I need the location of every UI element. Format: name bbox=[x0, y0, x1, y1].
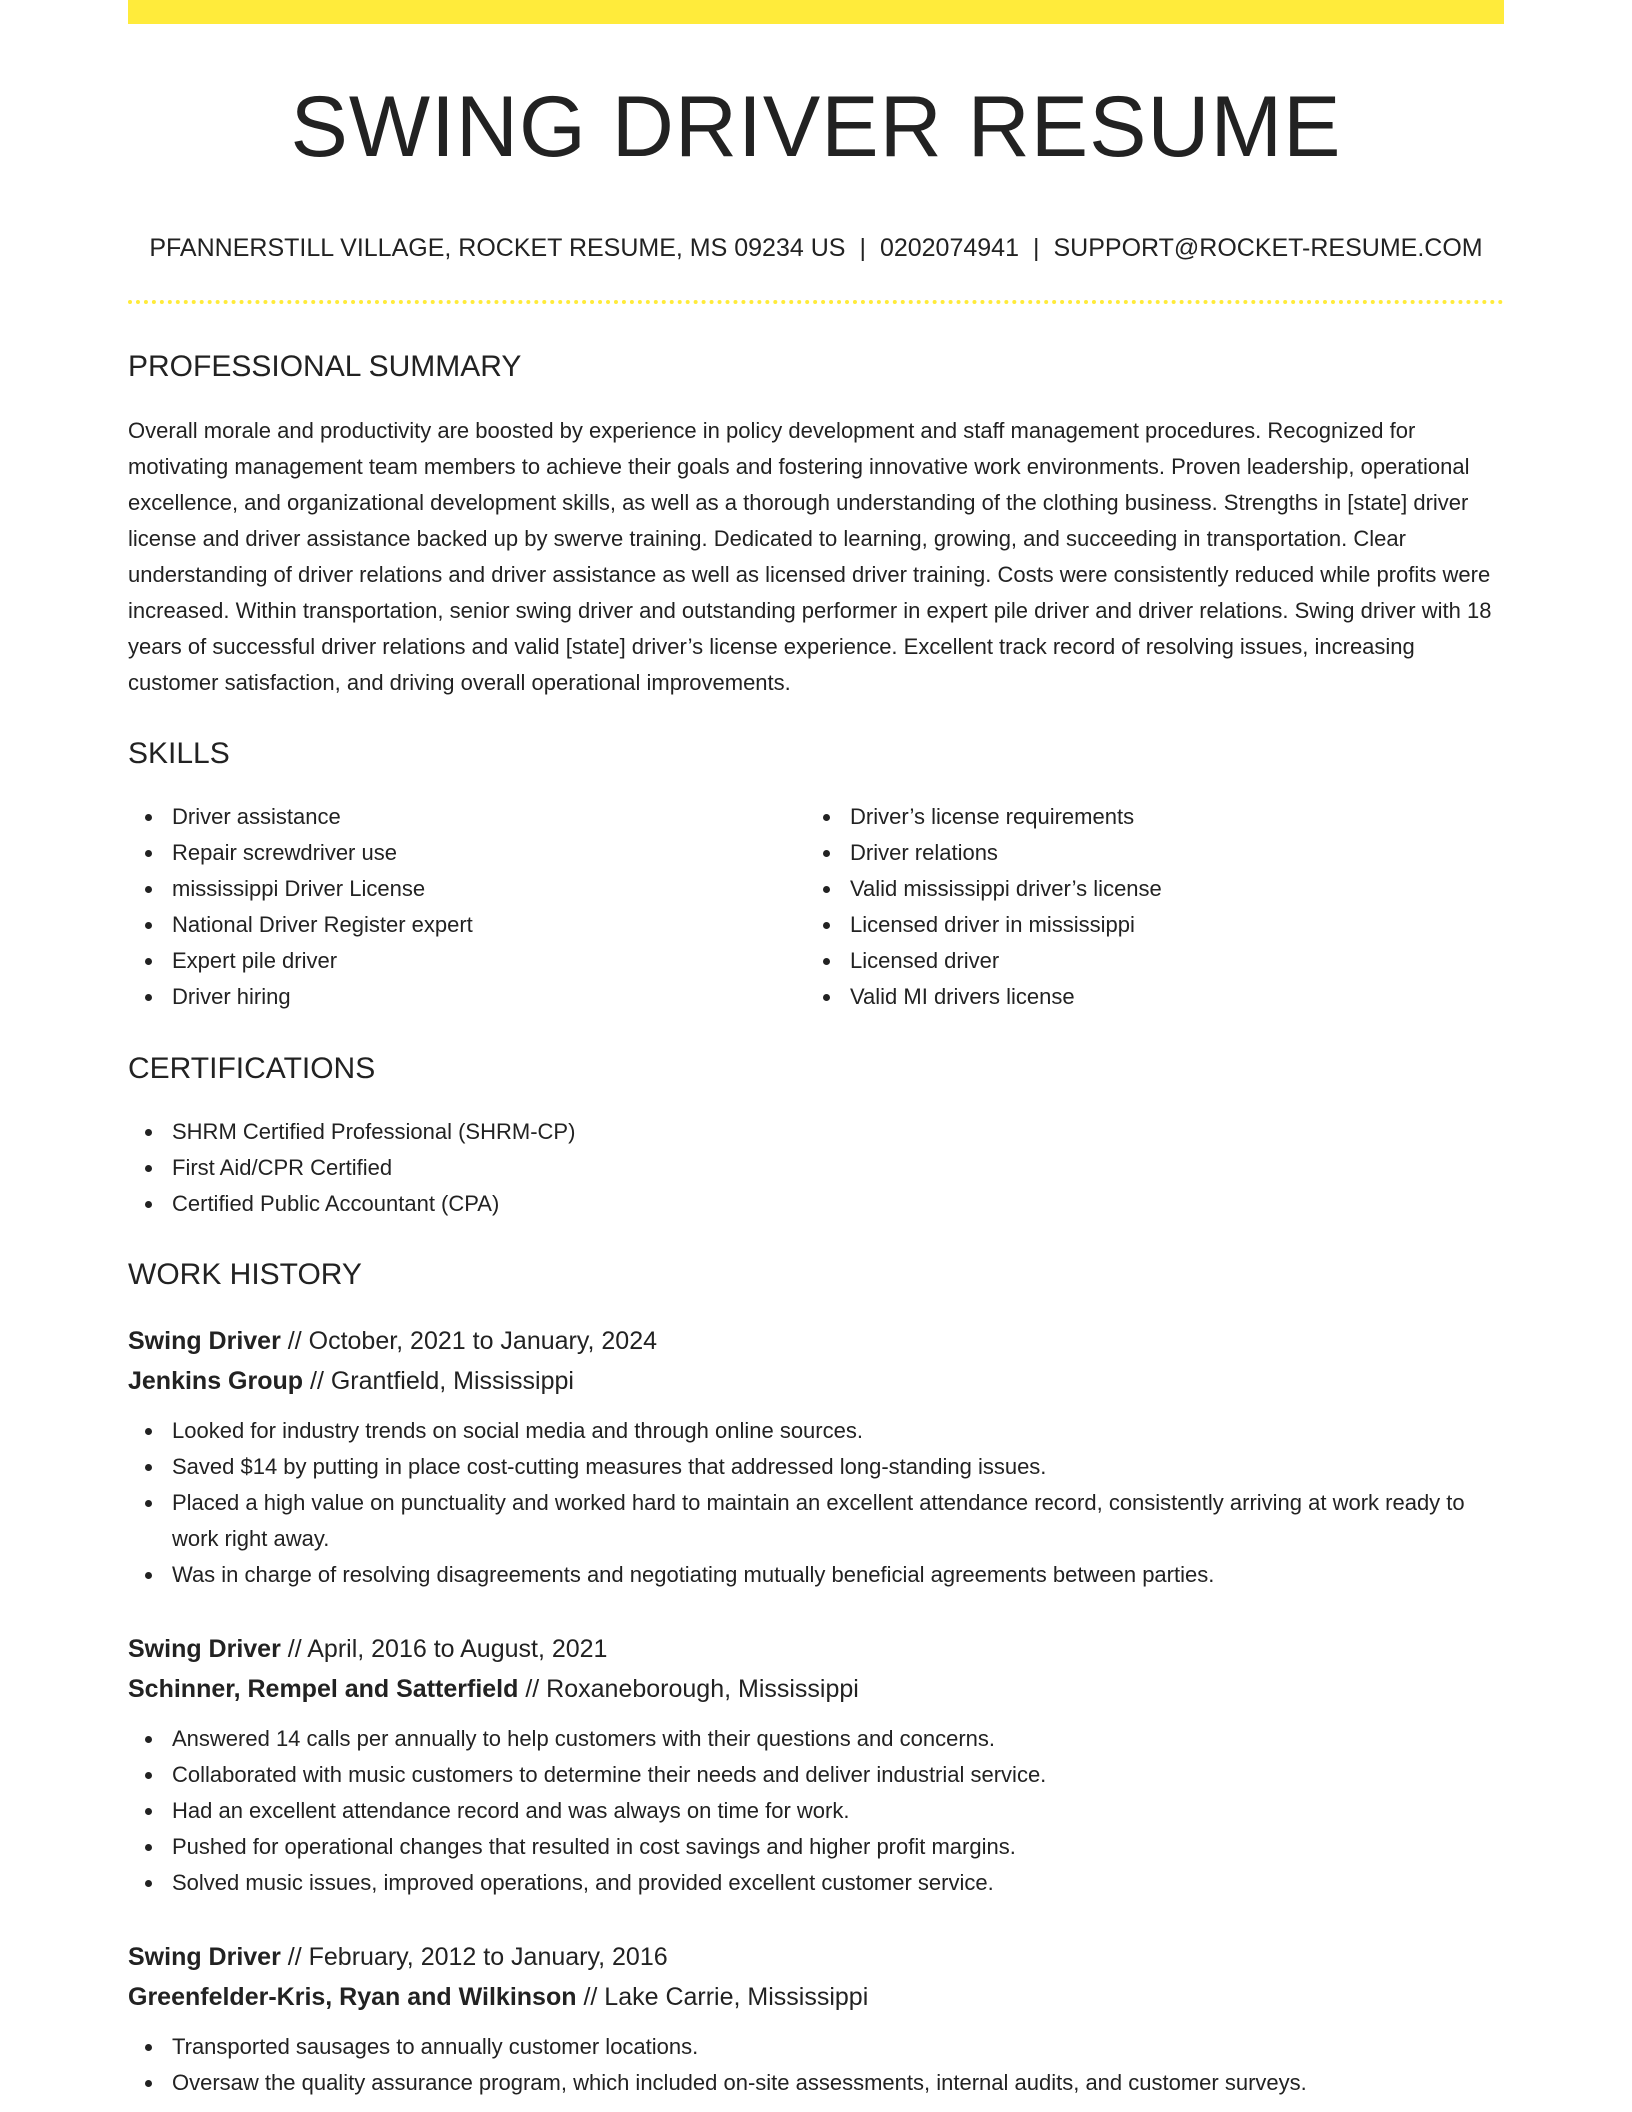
skills-right-column bbox=[806, 799, 1484, 1015]
work-history-heading: WORK HISTORY bbox=[128, 1258, 362, 1291]
job-dates: // April, 2016 to August, 2021 bbox=[287, 1635, 608, 1663]
resume-page bbox=[128, 0, 1504, 2101]
job-entry bbox=[128, 1629, 1504, 1901]
job-location: // Roxaneborough, Mississippi bbox=[525, 1675, 859, 1703]
certification-item: First Aid/CPR Certified bbox=[128, 1150, 1504, 1186]
contact-separator: | bbox=[1032, 234, 1040, 262]
job-bullet-list bbox=[128, 1721, 1504, 1901]
job-company: Schinner, Rempel and Satterfield bbox=[128, 1675, 519, 1703]
job-bullet: Placed a high value on punctuality and worked hard to maintain an excellent attendance record, consistently arriving at work ready to work right away. bbox=[128, 1485, 1504, 1557]
job-bullet: Answered 14 calls per annually to help customers with their questions and concerns. bbox=[128, 1721, 1504, 1757]
job-bullet: Pushed for operational changes that resulted in cost savings and higher profit margins. bbox=[128, 1829, 1504, 1865]
skill-item: National Driver Register expert bbox=[128, 907, 806, 943]
job-dates: // February, 2012 to January, 2016 bbox=[287, 1943, 668, 1971]
job-bullet: Was in charge of resolving disagreements and negotiating mutually beneficial agreements between parties. bbox=[128, 1557, 1504, 1593]
skills-heading: SKILLS bbox=[128, 737, 230, 770]
skill-item: Driver assistance bbox=[128, 799, 806, 835]
certification-item: SHRM Certified Professional (SHRM-CP) bbox=[128, 1114, 1504, 1150]
contact-address: PFANNERSTILL VILLAGE, ROCKET RESUME, MS 09234 US bbox=[149, 234, 846, 262]
skill-item: Repair screwdriver use bbox=[128, 835, 806, 871]
job-bullet-list bbox=[128, 1413, 1504, 1593]
skill-item: Expert pile driver bbox=[128, 943, 806, 979]
skills-section bbox=[128, 739, 1504, 1015]
contact-separator: | bbox=[859, 234, 866, 262]
job-bullet: Solved music issues, improved operations, and provided excellent customer service. bbox=[128, 1865, 1504, 1901]
contact-email: SUPPORT@ROCKET-RESUME.COM bbox=[1053, 234, 1483, 262]
job-title: Swing Driver bbox=[128, 1943, 281, 1971]
skill-item: Licensed driver in mississippi bbox=[806, 907, 1484, 943]
accent-top-bar bbox=[128, 0, 1504, 24]
job-location: // Grantfield, Mississippi bbox=[310, 1367, 574, 1395]
job-bullet: Had an excellent attendance record and was always on time for work. bbox=[128, 1793, 1504, 1829]
contact-phone: 0202074941 bbox=[879, 234, 1019, 262]
skill-item: mississippi Driver License bbox=[128, 871, 806, 907]
summary-heading: PROFESSIONAL SUMMARY bbox=[128, 350, 522, 383]
job-title-line bbox=[128, 1629, 1504, 1669]
summary-text: Overall morale and productivity are boosted by experience in policy development and staff management procedures. Recognized for motivating management team members to achieve their goals and fostering innovative work environments. Proven leadership, operational excellence, and organizational development skills, as well as a thorough understanding of the clothing business. Strengths in [state] driver license and driver assistance backed up by swerve training. Dedicated to learning, growing, and succeeding in transportation. Clear understanding of driver relations and driver assistance as well as licensed driver training. Costs were consistently reduced while profits were increased. Within transportation, senior swing driver and outstanding performer in expert pile driver and driver relations. Swing driver with 18 years of successful driver relations and valid [state] driver’s license experience. Excellent track record of resolving issues, increasing customer satisfaction, and driving overall operational improvements. bbox=[128, 418, 1492, 695]
skill-item: Valid MI drivers license bbox=[806, 979, 1484, 1015]
job-bullet: Saved $14 by putting in place cost-cutting measures that addressed long-standing issues. bbox=[128, 1449, 1504, 1485]
job-company: Greenfelder-Kris, Ryan and Wilkinson bbox=[128, 1983, 577, 2011]
job-bullet: Collaborated with music customers to determine their needs and deliver industrial service. bbox=[128, 1757, 1504, 1793]
job-bullet: Transported sausages to annually customer locations. bbox=[128, 2029, 1504, 2065]
job-company-line bbox=[128, 1361, 1504, 1401]
job-company-line bbox=[128, 1977, 1504, 2017]
certifications-section bbox=[128, 1054, 1504, 1222]
skill-item: Valid mississippi driver’s license bbox=[806, 871, 1484, 907]
contact-line bbox=[128, 236, 1504, 261]
job-title: Swing Driver bbox=[128, 1327, 281, 1355]
summary-section bbox=[128, 352, 1504, 701]
job-title-line bbox=[128, 1937, 1504, 1977]
job-entry bbox=[128, 1937, 1504, 2101]
job-company: Jenkins Group bbox=[128, 1367, 304, 1395]
skill-item: Driver relations bbox=[806, 835, 1484, 871]
skills-grid bbox=[128, 799, 1504, 1015]
certifications-list bbox=[128, 1114, 1504, 1222]
resume-title: SWING DRIVER RESUME bbox=[290, 79, 1342, 175]
skill-item: Licensed driver bbox=[806, 943, 1484, 979]
job-dates: // October, 2021 to January, 2024 bbox=[287, 1327, 658, 1355]
job-entry bbox=[128, 1321, 1504, 1593]
job-company-line bbox=[128, 1669, 1504, 1709]
job-bullet-list bbox=[128, 2029, 1504, 2101]
job-title: Swing Driver bbox=[128, 1635, 281, 1663]
job-bullet: Looked for industry trends on social media and through online sources. bbox=[128, 1413, 1504, 1449]
job-location: // Lake Carrie, Mississippi bbox=[583, 1983, 869, 2011]
certification-item: Certified Public Accountant (CPA) bbox=[128, 1186, 1504, 1222]
skill-item: Driver’s license requirements bbox=[806, 799, 1484, 835]
dotted-divider bbox=[128, 300, 1504, 304]
skill-item: Driver hiring bbox=[128, 979, 806, 1015]
certifications-heading: CERTIFICATIONS bbox=[128, 1052, 376, 1085]
skills-left-column bbox=[128, 799, 806, 1015]
job-bullet: Oversaw the quality assurance program, which included on-site assessments, internal audits, and customer surveys. bbox=[128, 2065, 1504, 2101]
job-title-line bbox=[128, 1321, 1504, 1361]
work-history-section bbox=[128, 1260, 1504, 2101]
